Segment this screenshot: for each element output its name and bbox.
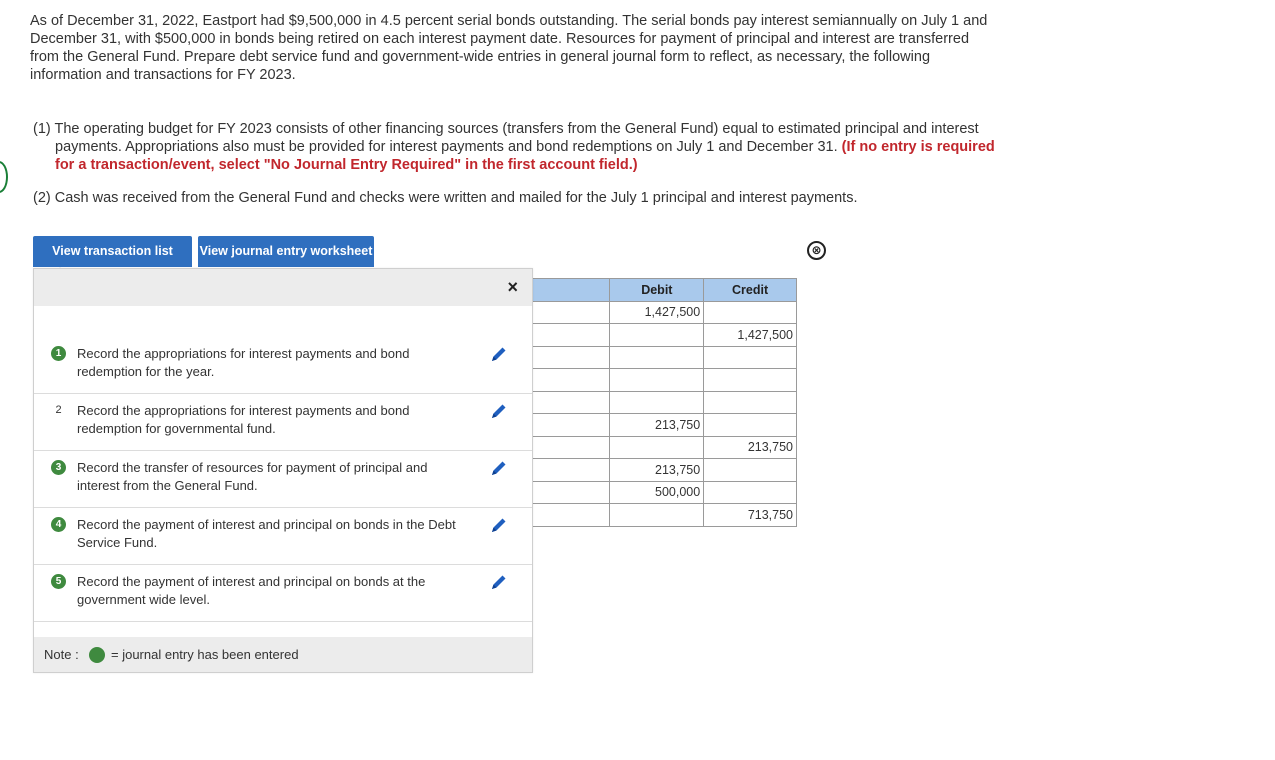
transaction-item-2[interactable]: [34, 394, 532, 451]
debit-cell[interactable]: [610, 391, 704, 414]
note-text: = journal entry has been entered: [111, 647, 299, 662]
transaction-text: Record the payment of interest and principal on bonds at the government wide level.: [77, 574, 426, 607]
account-cell[interactable]: [532, 391, 610, 414]
debit-cell[interactable]: [610, 324, 704, 347]
journal-row: [532, 369, 797, 392]
journal-row: [532, 324, 797, 347]
transaction-text: Record the appropriations for interest payments and bond redemption for governmental fund.: [77, 403, 410, 436]
pencil-icon[interactable]: [489, 401, 509, 421]
close-icon[interactable]: ×: [507, 277, 518, 297]
completed-badge: 5: [51, 574, 66, 589]
account-cell[interactable]: [532, 504, 610, 527]
credit-cell[interactable]: [704, 481, 797, 504]
partial-circle-marker: [0, 161, 8, 193]
credit-cell[interactable]: [704, 301, 797, 324]
requirement-1-text: (1) The operating budget for FY 2023 consists of other financing sources (transfers from the General Fund) equal to estimated principal and interest payments. Appropriations also must be provided for interest payments and bond redemptions on July 1 and December 31.: [33, 121, 979, 155]
view-transaction-list-button[interactable]: View transaction list: [33, 236, 192, 267]
requirement-1-instruction: (If no entry is required for a transaction/event, select "No Journal Entry Required" in the first account field.): [55, 139, 995, 173]
debit-cell[interactable]: 213,750: [610, 414, 704, 437]
credit-cell[interactable]: [704, 346, 797, 369]
panel-header: [34, 269, 532, 306]
completed-badge: 4: [51, 517, 66, 532]
debit-cell[interactable]: [610, 369, 704, 392]
debit-header: Debit: [610, 279, 704, 302]
note-label: Note :: [44, 647, 79, 662]
journal-row: [532, 301, 797, 324]
debit-cell[interactable]: 213,750: [610, 459, 704, 482]
account-cell[interactable]: [532, 301, 610, 324]
completed-badge: 3: [51, 460, 66, 475]
credit-cell[interactable]: [704, 391, 797, 414]
account-cell[interactable]: [532, 459, 610, 482]
completed-dot-icon: [89, 647, 105, 663]
close-circle-icon[interactable]: ⊗: [807, 241, 826, 260]
transaction-text: Record the transfer of resources for payment of principal and interest from the General Fund.: [77, 460, 428, 493]
account-cell[interactable]: [532, 436, 610, 459]
transaction-item-3[interactable]: [34, 451, 532, 508]
transaction-number: 2: [55, 404, 62, 416]
problem-intro: As of December 31, 2022, Eastport had $9,500,000 in 4.5 percent serial bonds outstanding. The serial bonds pay interest semiannually on July 1 and December 31, with $500,000 in bonds being retired on each interest payment date. Resources for payment of principal and interest are transferred from the General Fund. Prepare debt service fund and government-wide entries in general journal form to reflect, as necessary, the following information and transactions for FY 2023.: [30, 13, 988, 83]
legend-note: [34, 637, 532, 672]
journal-row: [532, 346, 797, 369]
pencil-icon[interactable]: [489, 515, 509, 535]
credit-cell[interactable]: [704, 459, 797, 482]
credit-cell[interactable]: [704, 414, 797, 437]
transaction-text: Record the appropriations for interest payments and bond redemption for the year.: [77, 346, 410, 379]
journal-row: [532, 504, 797, 527]
transaction-text: Record the payment of interest and principal on bonds in the Debt Service Fund.: [77, 517, 456, 550]
transaction-item-5[interactable]: [34, 565, 532, 622]
credit-cell[interactable]: 713,750: [704, 504, 797, 527]
journal-row: [532, 414, 797, 437]
journal-row: [532, 436, 797, 459]
pencil-icon[interactable]: [489, 572, 509, 592]
transaction-item-4[interactable]: [34, 508, 532, 565]
completed-badge: 1: [51, 346, 66, 361]
credit-cell[interactable]: [704, 369, 797, 392]
journal-entry-table: [532, 278, 797, 527]
journal-row: [532, 459, 797, 482]
credit-cell[interactable]: 1,427,500: [704, 324, 797, 347]
pencil-icon[interactable]: [489, 458, 509, 478]
account-cell[interactable]: [532, 346, 610, 369]
view-journal-entry-worksheet-button[interactable]: View journal entry worksheet: [198, 236, 374, 267]
credit-header: Credit: [704, 279, 797, 302]
debit-cell[interactable]: [610, 504, 704, 527]
debit-cell[interactable]: 1,427,500: [610, 301, 704, 324]
pencil-icon[interactable]: [489, 344, 509, 364]
journal-header-row: [532, 279, 797, 302]
account-cell[interactable]: [532, 324, 610, 347]
account-cell[interactable]: [532, 481, 610, 504]
account-cell[interactable]: [532, 369, 610, 392]
requirement-2: (2) Cash was received from the General Fund and checks were written and mailed for the July 1 principal and interest payments.: [33, 190, 858, 206]
transaction-item-1[interactable]: [34, 337, 532, 394]
account-header: [532, 279, 610, 302]
journal-row: [532, 481, 797, 504]
journal-row: [532, 391, 797, 414]
transaction-list-panel: [33, 268, 533, 673]
debit-cell[interactable]: 500,000: [610, 481, 704, 504]
account-cell[interactable]: [532, 414, 610, 437]
requirement-1: [33, 120, 995, 174]
debit-cell[interactable]: [610, 436, 704, 459]
debit-cell[interactable]: [610, 346, 704, 369]
credit-cell[interactable]: 213,750: [704, 436, 797, 459]
